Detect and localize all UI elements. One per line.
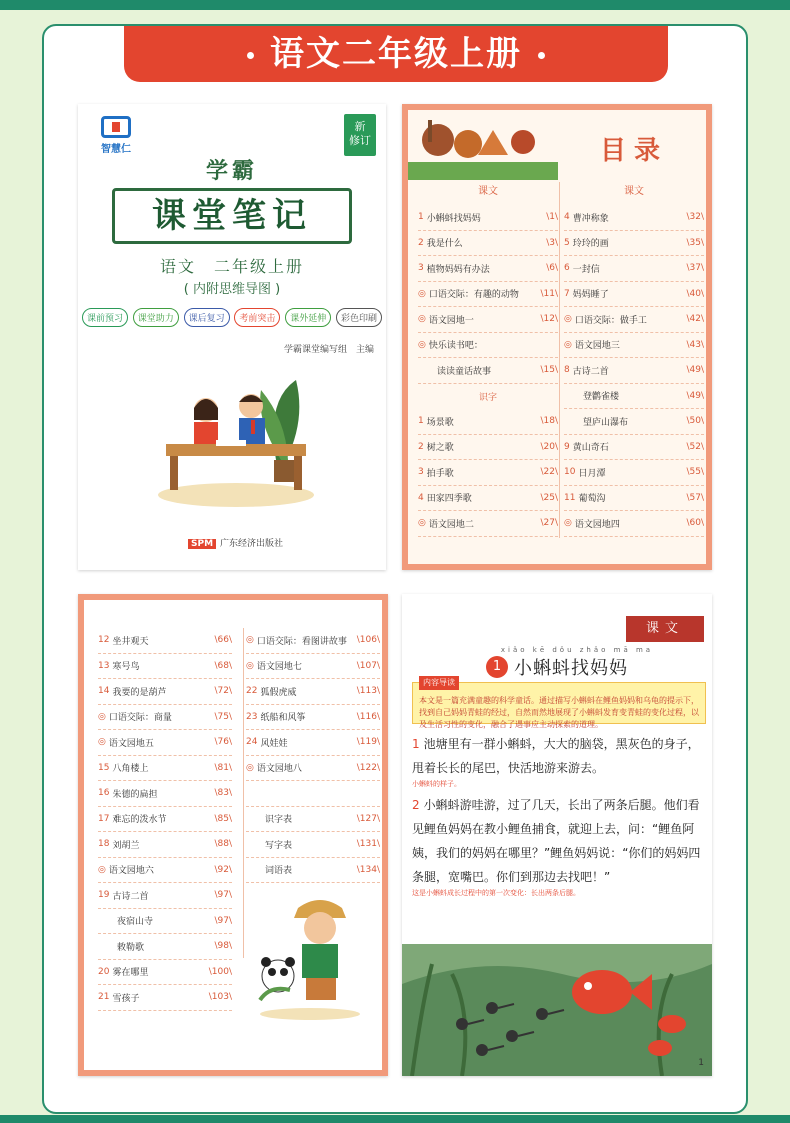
lesson-title: 小蝌蚪找妈妈 xyxy=(514,658,628,679)
toc-entry-marker: 7 xyxy=(564,288,570,299)
toc-entry-marker: ◎ xyxy=(98,737,106,748)
lesson-title-pinyin: xiǎo kē dǒu zhǎo mā ma xyxy=(500,646,654,654)
toc-entry-title: 语文园地一 xyxy=(428,315,474,326)
cover-tags xyxy=(82,308,382,327)
cover-brand: 学霸 xyxy=(205,159,258,184)
toc-entry-marker: ◎ xyxy=(246,762,254,773)
toc-entry-title: 一封信 xyxy=(572,264,600,275)
toc-entry-page: \1\ xyxy=(546,212,558,223)
toc-entry-title: 语文园地六 xyxy=(108,866,154,877)
toc-entry-marker: 3 xyxy=(418,467,424,478)
toc-entry-title: 狐假虎威 xyxy=(260,687,297,698)
toc-entry-page: \92\ xyxy=(214,864,232,875)
toc-entry-marker: 11 xyxy=(564,492,576,503)
toc-entry-marker: ◎ xyxy=(246,660,254,671)
banner-title: 语文二年级上册 xyxy=(270,34,522,74)
brand-logo xyxy=(90,116,142,155)
toc-entry-page: \97\ xyxy=(214,915,232,926)
toc-entry[interactable] xyxy=(418,460,558,486)
page-number: 1 xyxy=(698,1058,704,1068)
paragraph-text: 小蝌蚪游哇游，过了几天，长出了两条后腿。他们看见鲤鱼妈妈在教小鲤鱼捕食，就迎上去，问：“鲤鱼阿姨，我们的妈妈在哪里？”鲤鱼妈妈说：“你们的妈妈四条腿，宽嘴巴。你们到那边去找吧！” xyxy=(412,798,701,884)
bottom-band xyxy=(0,1115,790,1123)
toc-entry-title: 坐井观天 xyxy=(112,636,149,647)
toc-entry[interactable] xyxy=(564,511,704,537)
cover-subject: 语文 二年级上册 xyxy=(159,257,304,276)
toc-entry-page: \75\ xyxy=(214,711,232,722)
toc-entry[interactable] xyxy=(564,256,704,282)
toc-entry-page: \134\ xyxy=(356,864,380,875)
toc-entry-marker: 4 xyxy=(418,492,424,503)
intro-label: 内容导读 xyxy=(419,676,459,690)
toc-entry-title: 小蝌蚪找妈妈 xyxy=(426,213,481,224)
toc-entry-title: 寒号鸟 xyxy=(112,662,140,673)
toc-entry-title: 语文园地七 xyxy=(256,662,302,673)
revision-badge xyxy=(344,114,376,156)
toc-entry-title: 我要的是葫芦 xyxy=(112,687,167,698)
toc-entry-page: \11\ xyxy=(540,288,558,299)
toc-entry[interactable] xyxy=(418,256,558,282)
toc-entry-marker: ◎ xyxy=(418,314,426,325)
toc-left-column xyxy=(418,182,558,537)
toc-entry[interactable] xyxy=(246,756,380,782)
toc-entry[interactable] xyxy=(98,934,232,960)
toc-entry-page: \22\ xyxy=(540,467,558,478)
toc-entry-marker: 9 xyxy=(564,441,570,452)
toc-entry-title: 田家四季歌 xyxy=(426,494,472,505)
toc-entry-page: \98\ xyxy=(214,941,232,952)
toc-entry[interactable] xyxy=(246,628,380,654)
toc-entry-title: 语文园地二 xyxy=(428,519,474,530)
publisher-name: 广东经济出版社 xyxy=(220,539,284,549)
toc-entry-title: 难忘的泼水节 xyxy=(112,815,167,826)
toc-entry-page: \76\ xyxy=(214,737,232,748)
toc-entry-page: \57\ xyxy=(686,492,704,503)
toc-entry[interactable] xyxy=(564,435,704,461)
toc-entry[interactable] xyxy=(246,679,380,705)
toc-entry-page: \113\ xyxy=(356,686,380,697)
toc-entry-page: \116\ xyxy=(356,711,380,722)
toc-entry-title: 葡萄沟 xyxy=(578,494,606,505)
badge-revised: 修订 xyxy=(349,134,371,147)
toc-entry-page: \85\ xyxy=(214,813,232,824)
toc-entry-title: 日月潭 xyxy=(578,468,606,479)
toc-page-2 xyxy=(78,594,388,1076)
toc-entry[interactable] xyxy=(98,781,232,807)
toc-entry[interactable] xyxy=(98,858,232,884)
toc-entry[interactable] xyxy=(98,756,232,782)
toc-entry[interactable] xyxy=(98,679,232,705)
toc-entry-page: \127\ xyxy=(356,813,380,824)
toc-entry[interactable] xyxy=(418,511,558,537)
toc-entry-page: \107\ xyxy=(356,660,380,671)
paragraph-2 xyxy=(412,793,706,898)
cover-tag: 课堂助力 xyxy=(133,308,179,327)
toc-entry-marker: 12 xyxy=(98,635,110,646)
toc-entry[interactable] xyxy=(98,832,232,858)
toc-entry[interactable] xyxy=(98,730,232,756)
toc-entry-title: 夜宿山寺 xyxy=(117,917,154,928)
toc-entry-marker: ◎ xyxy=(418,288,426,299)
toc-entry-title: 风娃娃 xyxy=(260,738,288,749)
toc-entry-page: \83\ xyxy=(214,788,232,799)
toc-entry[interactable] xyxy=(564,486,704,512)
paragraph-text: 池塘里有一群小蝌蚪，大大的脑袋，黑灰色的身子，甩着长长的尾巴，快活地游来游去。 xyxy=(412,737,700,775)
toc-entry[interactable] xyxy=(98,628,232,654)
toc-entry-title: 古诗二首 xyxy=(112,891,149,902)
cover-tag: 课后复习 xyxy=(184,308,230,327)
toc-entry-marker: 2 xyxy=(418,237,424,248)
toc-entry-marker: 2 xyxy=(418,441,424,452)
toc-entry-title: 黄山奇石 xyxy=(572,443,609,454)
intro-text: 本文是一篇充满童趣的科学童话。通过描写小蝌蚪在鲤鱼妈妈和乌龟的提示下，找到自己妈妈青蛙的经过，自然而然地展现了小蝌蚪发育变青蛙的变化过程，以及生活习性的变化，融合了遇事应主动探索的道理。 xyxy=(419,696,699,729)
toc-entry[interactable] xyxy=(418,205,558,231)
logo-mark-icon xyxy=(101,116,131,138)
toc-entry-marker: ◎ xyxy=(564,314,572,325)
toc-entry-marker: ◎ xyxy=(564,339,572,350)
toc-entry[interactable] xyxy=(564,384,704,410)
column-divider xyxy=(243,628,244,958)
toc-entry-title: 快乐读书吧： xyxy=(428,341,483,352)
toc-entry-title: 雪孩子 xyxy=(112,993,140,1004)
toc-entry[interactable] xyxy=(418,231,558,257)
toc-entry[interactable] xyxy=(418,435,558,461)
lesson-intro-box xyxy=(412,678,706,729)
toc-title: 目录 xyxy=(599,136,668,166)
toc-entry-page: \103\ xyxy=(208,992,232,1003)
toc-entry-title: 语文园地四 xyxy=(574,519,620,530)
toc-entry-title: 敕勒歌 xyxy=(117,942,145,953)
toc-entry[interactable] xyxy=(98,807,232,833)
animals-illustration xyxy=(408,110,558,180)
toc-entry-page: \122\ xyxy=(356,762,380,773)
toc-entry-page: \49\ xyxy=(686,390,704,401)
toc-entry-marker: 13 xyxy=(98,660,110,671)
toc-entry-page: \49\ xyxy=(686,365,704,376)
publisher-line xyxy=(188,536,283,549)
toc-entry-page: \25\ xyxy=(540,492,558,503)
paragraph-number: 1 xyxy=(412,737,420,751)
paragraph-number: 2 xyxy=(412,798,420,812)
toc-entry[interactable] xyxy=(246,858,380,884)
toc-entry-marker: 3 xyxy=(418,263,424,274)
toc-entry-title: 语文园地五 xyxy=(108,738,154,749)
lesson-section-tag: 课文 xyxy=(626,616,704,642)
cover-title: 课堂笔记 xyxy=(112,188,352,244)
toc-entry-marker: ◎ xyxy=(246,635,254,646)
toc-entry-marker: 21 xyxy=(98,992,110,1003)
toc-entry-title: 词语表 xyxy=(265,866,293,877)
toc-entry-page: \52\ xyxy=(686,441,704,452)
cover-note: ( 内附思维导图 ) xyxy=(183,282,281,297)
toc-entry[interactable] xyxy=(418,333,558,359)
toc-entry[interactable] xyxy=(246,705,380,731)
toc-left-column xyxy=(98,628,232,1011)
toc-entry-page: \37\ xyxy=(686,263,704,274)
cover-tag: 课外延伸 xyxy=(285,308,331,327)
toc-entry[interactable] xyxy=(418,307,558,333)
toc-entry[interactable] xyxy=(418,282,558,308)
toc-entry-marker: ◎ xyxy=(418,339,426,350)
toc-entry-page: \50\ xyxy=(686,416,704,427)
toc-entry-page: \40\ xyxy=(686,288,704,299)
toc-entry-page: \100\ xyxy=(208,966,232,977)
toc-entry-marker: 6 xyxy=(564,263,570,274)
toc-entry-page: \35\ xyxy=(686,237,704,248)
toc-section-header: 识字 xyxy=(478,392,497,403)
toc-entry-marker: ◎ xyxy=(564,518,572,529)
toc-entry-title: 语文园地八 xyxy=(256,764,302,775)
toc-entry[interactable] xyxy=(418,486,558,512)
toc-entry[interactable] xyxy=(564,460,704,486)
toc-entry-page: \66\ xyxy=(214,635,232,646)
toc-entry[interactable] xyxy=(564,358,704,384)
toc-entry-marker: 5 xyxy=(564,237,570,248)
toc-page-1 xyxy=(402,104,712,570)
toc-entry-marker: 14 xyxy=(98,686,110,697)
toc-entry-title: 朱德的扁担 xyxy=(112,789,158,800)
toc-entry-title: 刘胡兰 xyxy=(112,840,140,851)
toc-entry-title: 树之歌 xyxy=(426,443,454,454)
toc-entry-page: \119\ xyxy=(356,737,380,748)
toc-entry-page: \3\ xyxy=(546,237,558,248)
toc-entry-marker: 19 xyxy=(98,890,110,901)
banner-dot-right xyxy=(538,52,545,59)
students-at-desk-illustration xyxy=(156,360,316,510)
toc-entry-marker: 18 xyxy=(98,839,110,850)
top-band xyxy=(0,0,790,10)
toc-entry-page: \60\ xyxy=(686,518,704,529)
toc-entry-marker: 1 xyxy=(418,416,424,427)
cover-editor: 学霸课堂编写组 主编 xyxy=(283,345,374,355)
toc-entry[interactable] xyxy=(246,807,380,833)
cover-illustration xyxy=(156,360,316,510)
toc-entry-page: \55\ xyxy=(686,467,704,478)
toc-entry-title: 植物妈妈有办法 xyxy=(426,264,490,275)
toc-entry[interactable] xyxy=(98,985,232,1011)
lesson-body xyxy=(412,732,706,902)
toc-entry-title: 识字表 xyxy=(265,815,293,826)
toc-entry[interactable] xyxy=(98,883,232,909)
toc-entry-marker: 4 xyxy=(564,212,570,223)
toc-entry[interactable] xyxy=(246,730,380,756)
toc-entry-title: 口语交际：做手工 xyxy=(574,315,647,326)
toc-entry[interactable] xyxy=(246,832,380,858)
toc-entry-title: 纸船和风筝 xyxy=(260,713,306,724)
toc-entry-title: 八角楼上 xyxy=(112,764,149,775)
toc-entry-page: \12\ xyxy=(540,314,558,325)
lesson-number: 1 xyxy=(486,656,508,678)
toc-entry[interactable] xyxy=(564,205,704,231)
toc-entry-page: \72\ xyxy=(214,686,232,697)
toc-entry-marker: ◎ xyxy=(98,864,106,875)
cover-tag: 考前突击 xyxy=(234,308,280,327)
toc-entry-title: 场景歌 xyxy=(426,417,454,428)
toc-entry-page: \20\ xyxy=(540,441,558,452)
toc-entry-marker: 20 xyxy=(98,966,110,977)
toc-entry-marker: 23 xyxy=(246,711,258,722)
paragraph-note: 小蝌蚪的样子。 xyxy=(412,780,461,788)
toc-entry-marker: 15 xyxy=(98,762,110,773)
toc-entry-marker: 8 xyxy=(564,365,570,376)
toc-entry[interactable] xyxy=(418,358,558,384)
banner-dot-left xyxy=(247,52,254,59)
toc-entry[interactable] xyxy=(98,654,232,680)
book-cover xyxy=(78,104,386,570)
toc-entry-title: 雾在哪里 xyxy=(112,968,149,979)
column-divider xyxy=(559,182,560,538)
toc-entry-page: \81\ xyxy=(214,762,232,773)
toc-entry-title: 语文园地三 xyxy=(574,341,620,352)
toc-entry-page: \18\ xyxy=(540,416,558,427)
toc-entry-marker: 16 xyxy=(98,788,110,799)
toc-entry-title: 口语交际：有趣的动物 xyxy=(428,290,519,301)
toc-entry[interactable] xyxy=(564,282,704,308)
boy-with-panda-illustration xyxy=(250,890,370,1020)
toc-right-column xyxy=(564,182,704,537)
toc-entry[interactable] xyxy=(564,307,704,333)
lesson-heading xyxy=(402,646,712,680)
publisher-logo: SPM xyxy=(188,539,216,549)
toc-entry-page: \106\ xyxy=(356,635,380,646)
toc-right-column xyxy=(246,628,380,883)
toc-entry-page: \6\ xyxy=(546,263,558,274)
badge-new: 新 xyxy=(354,120,366,133)
toc-entry-title: 我是什么 xyxy=(426,239,463,250)
toc-entry-title: 口语交际：看图讲故事 xyxy=(256,636,347,647)
pond-illustration xyxy=(402,944,712,1076)
toc-entry-marker: 22 xyxy=(246,686,258,697)
title-banner xyxy=(124,26,668,82)
toc-section-header: 课文 xyxy=(478,186,498,197)
toc-entry-title: 读读童话故事 xyxy=(437,366,492,377)
toc-entry-title: 口语交际：商量 xyxy=(108,713,172,724)
paragraph-1 xyxy=(412,732,706,789)
toc-entry-marker: 17 xyxy=(98,813,110,824)
cover-tag: 课前预习 xyxy=(82,308,128,327)
toc-entry-page: \15\ xyxy=(540,365,558,376)
toc-entry-title: 拍手歌 xyxy=(426,468,454,479)
toc-entry-title: 曹冲称象 xyxy=(572,213,609,224)
toc-entry-page: \42\ xyxy=(686,314,704,325)
toc-entry-title: 玲玲的画 xyxy=(572,239,609,250)
toc-entry-title: 妈妈睡了 xyxy=(572,290,609,301)
toc-entry-page: \32\ xyxy=(686,212,704,223)
toc-entry[interactable] xyxy=(246,781,380,807)
toc-entry[interactable] xyxy=(564,231,704,257)
toc-entry-title: 写字表 xyxy=(265,840,293,851)
toc-entry-title: 登鹳雀楼 xyxy=(583,392,620,403)
logo-name: 智慧仁 xyxy=(101,144,131,155)
paragraph-note: 这是小蝌蚪成长过程中的第一次变化：长出两条后腿。 xyxy=(412,889,580,897)
toc-entry-marker: 24 xyxy=(246,737,258,748)
toc-entry[interactable] xyxy=(246,654,380,680)
lesson-page xyxy=(402,594,712,1076)
toc-entry-marker: 1 xyxy=(418,212,424,223)
toc-entry-marker: ◎ xyxy=(98,711,106,722)
toc-header xyxy=(408,110,706,180)
toc-entry-page: \131\ xyxy=(356,839,380,850)
toc-entry[interactable] xyxy=(418,409,558,435)
toc-section-header: 课文 xyxy=(624,186,644,197)
cover-tag: 彩色印刷 xyxy=(336,308,382,327)
toc-entry-page: \68\ xyxy=(214,660,232,671)
toc-entry-page: \97\ xyxy=(214,890,232,901)
toc-entry-page: \27\ xyxy=(540,518,558,529)
toc-entry-title: 古诗二首 xyxy=(572,366,609,377)
toc-entry[interactable] xyxy=(98,960,232,986)
toc-entry-page: \88\ xyxy=(214,839,232,850)
toc-entry[interactable] xyxy=(98,705,232,731)
toc-entry[interactable] xyxy=(98,909,232,935)
toc-entry[interactable] xyxy=(564,409,704,435)
toc-entry-marker: 10 xyxy=(564,467,576,478)
toc-entry[interactable] xyxy=(564,333,704,359)
toc-entry-title: 望庐山瀑布 xyxy=(583,417,629,428)
toc-entry-page: \43\ xyxy=(686,339,704,350)
toc-entry-marker: ◎ xyxy=(418,518,426,529)
